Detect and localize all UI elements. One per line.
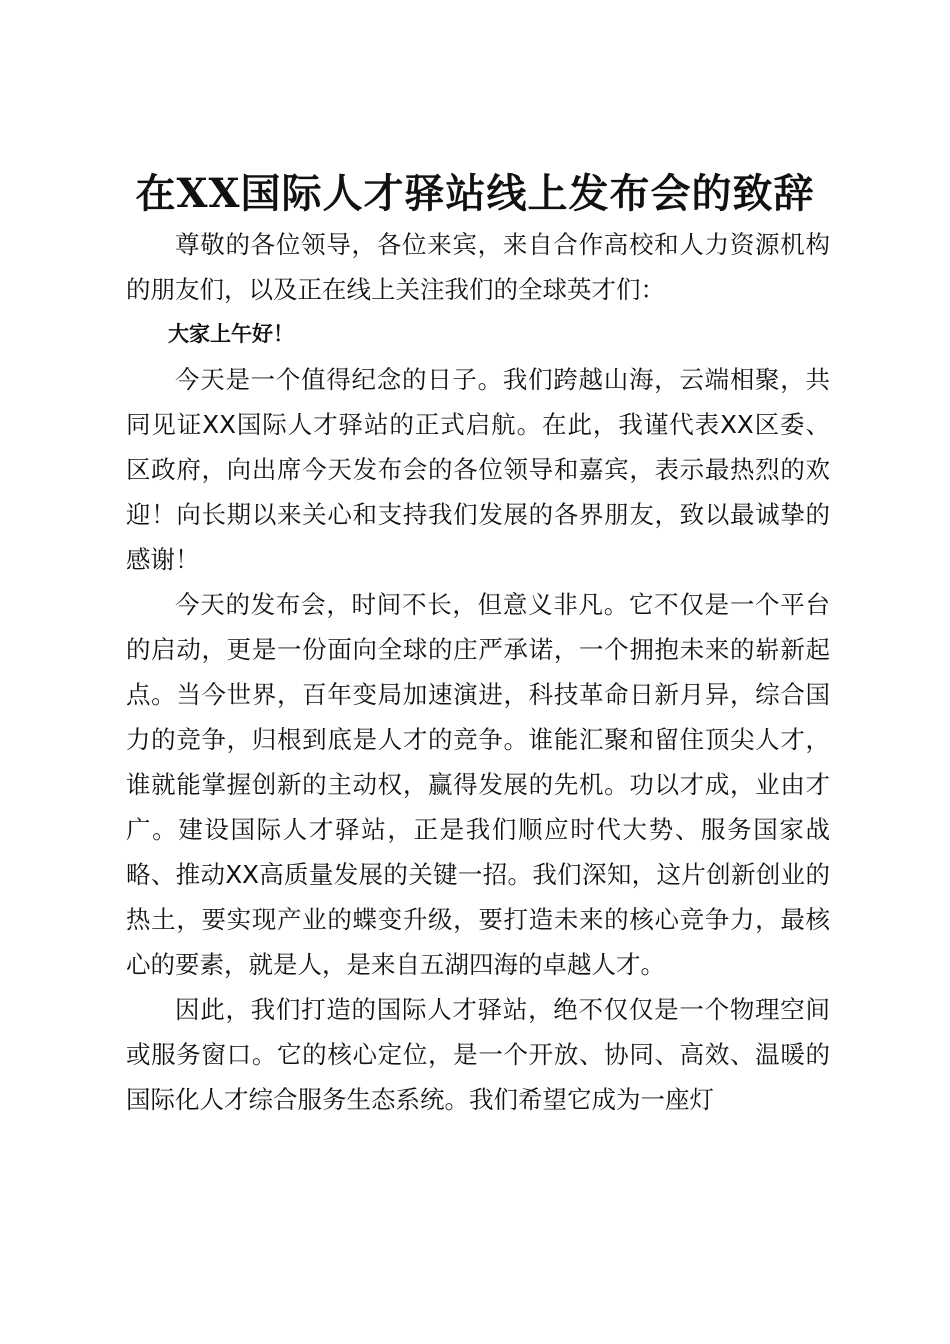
body-paragraph: 因此，我们打造的国际人才驿站，绝不仅仅是一个物理空间或服务窗口。它的核心定位，是一个开放、协同、高效、温暖的国际化人才综合服务生态系统。我们希望它成为一座灯 <box>126 995 830 1114</box>
document-body <box>126 222 830 1122</box>
document-title: 在XX国际人才驿站线上发布会的致辞 <box>135 170 815 217</box>
body-paragraph: 今天的发布会，时间不长，但意义非凡。它不仅是一个平台的启动，更是一份面向全球的庄严承诺，一个拥抱未来的崭新起点。当今世界，百年变局加速演进，科技革命日新月异，综合国力的竞争，归根到底是人才的竞争。谁能汇聚和留住顶尖人才，谁就能掌握创新的主动权，赢得发展的先机。功以才成，业由才广。建设国际人才驿站，正是我们顺应时代大势、服务国家战略、推动XX高质量发展的关键一招。我们深知，这片创新创业的热土，要实现产业的蝶变升级，要打造未来的核心竞争力，最核心的要素，就是人，是来自五湖四海的卓越人才。 <box>126 590 830 979</box>
salutation-paragraph: 尊敬的各位领导，各位来宾，来自合作高校和人力资源机构的朋友们，以及正在线上关注我们的全球英才们： <box>126 230 830 304</box>
greeting-paragraph: 大家上午好！ <box>168 322 294 346</box>
body-paragraph: 今天是一个值得纪念的日子。我们跨越山海，云端相聚，共同见证XX国际人才驿站的正式启航。在此，我谨代表XX区委、区政府，向出席今天发布会的各位领导和嘉宾，表示最热烈的欢迎！向长期以来关心和支持我们发展的各界朋友，致以最诚挚的感谢！ <box>126 365 830 574</box>
